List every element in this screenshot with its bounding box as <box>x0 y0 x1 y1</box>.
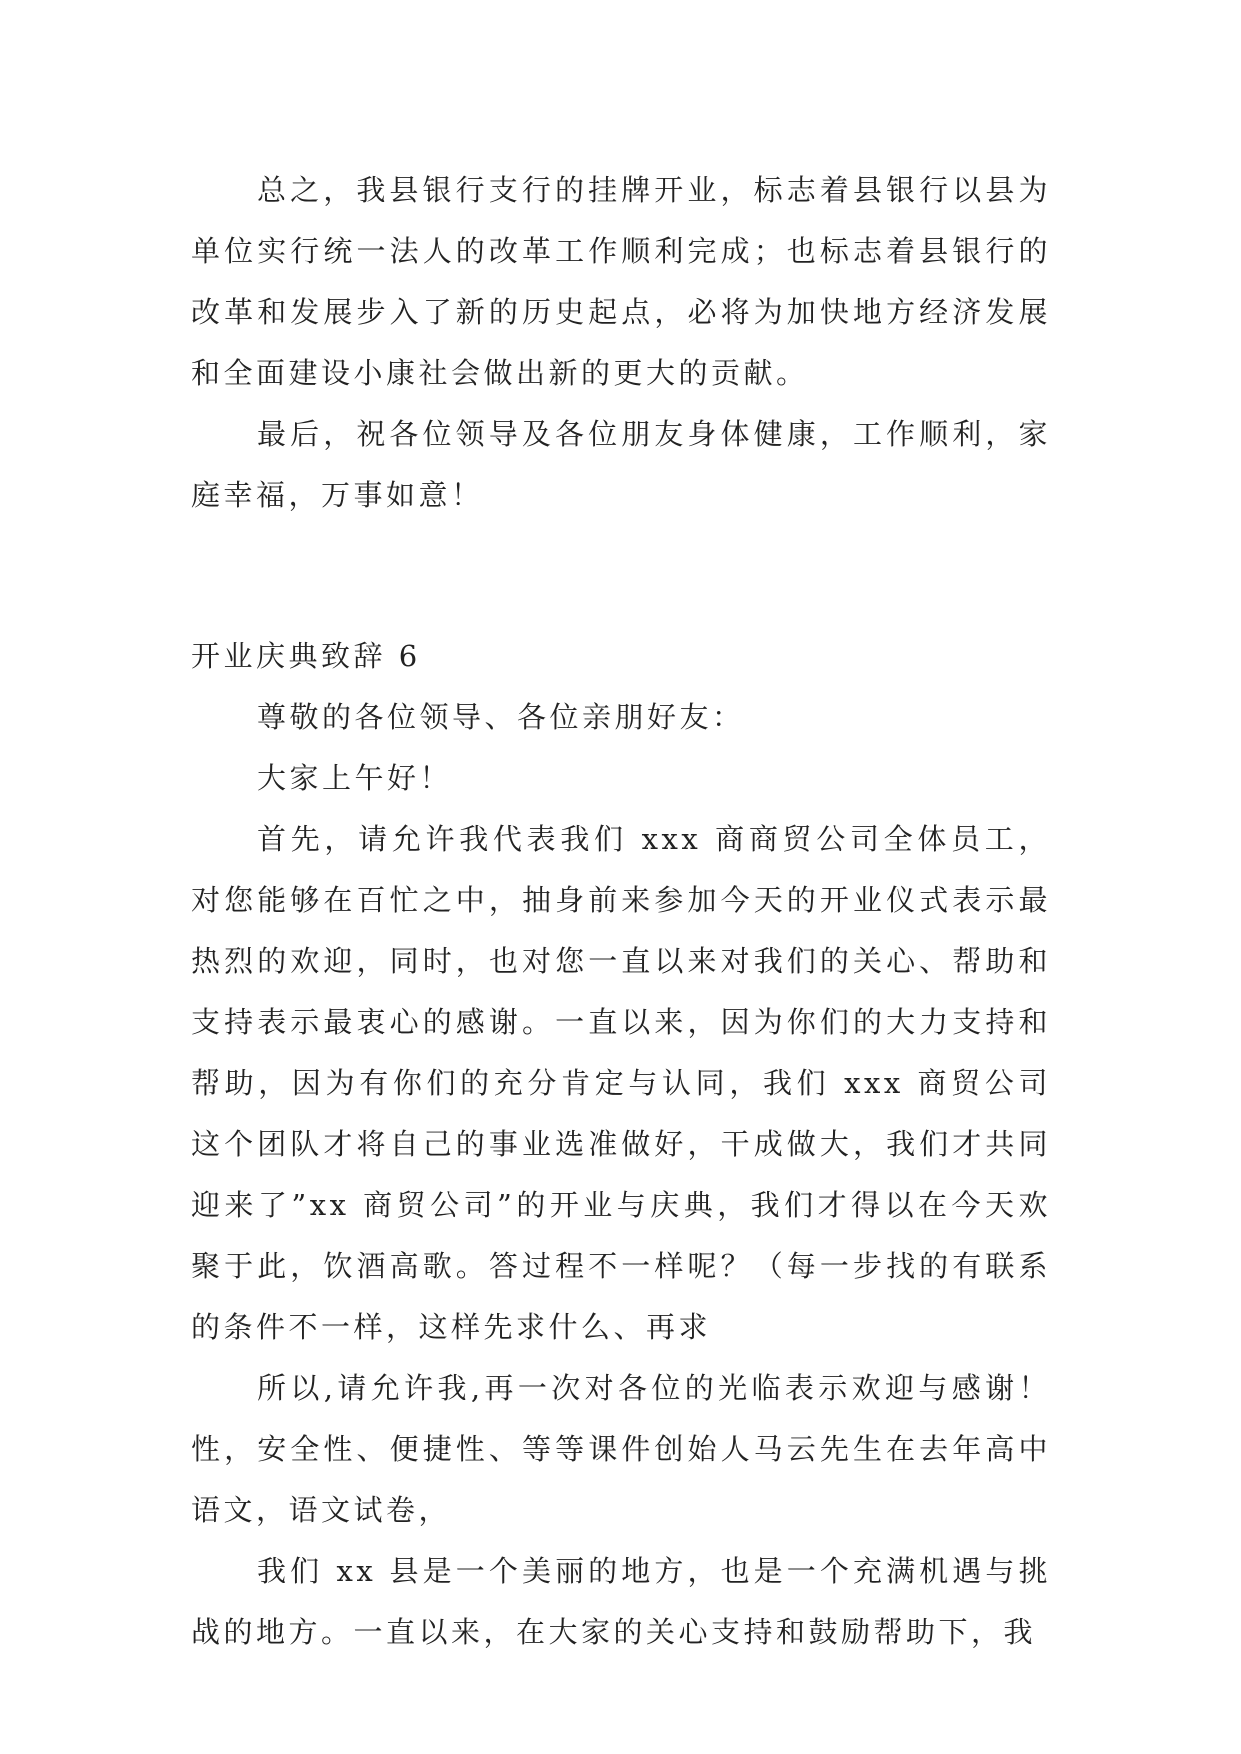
paragraph: 所以,请允许我,再一次对各位的光临表示欢迎与感谢！性，安全性、便捷性、等等课件创始人马云先生在去年高中语文，语文试卷， <box>191 1371 1051 1527</box>
greeting: 大家上午好！ <box>257 761 453 795</box>
paragraph: 首先，请允许我代表我们 xxx 商商贸公司全体员工，对您能够在百忙之中，抽身前来参加今天的开业仪式表示最热烈的欢迎，同时，也对您一直以来对我们的关心、帮助和支持表示最衷心的感谢。一直以来，因为你们的大力支持和帮助，因为有你们的充分肯定与认同，我们 xxx 商贸公司这个团队才将自己的事业选准做好，干成做大，我们才共同迎来了”xx 商贸公司”的开业与庆典，我们才得以在今天欢聚于此，饮酒高歌。答过程不一样呢？（每一步找的有联系的条件不一样，这样先求什么、再求 <box>191 822 1051 1344</box>
paragraph: 最后，祝各位领导及各位朋友身体健康，工作顺利，家庭幸福，万事如意！ <box>191 417 1051 512</box>
section-title: 开业庆典致辞 6 <box>191 639 421 673</box>
paragraph: 我们 xx 县是一个美丽的地方，也是一个充满机遇与挑战的地方。一直以来，在大家的关心支持和鼓励帮助下，我 <box>191 1554 1051 1649</box>
salutation: 尊敬的各位领导、各位亲朋好友： <box>257 700 745 734</box>
document-body <box>191 160 1051 1663</box>
paragraph: 总之，我县银行支行的挂牌开业，标志着县银行以县为单位实行统一法人的改革工作顺利完成；也标志着县银行的改革和发展步入了新的历史起点，必将为加快地方经济发展和全面建设小康社会做出新的更大的贡献。 <box>191 173 1051 390</box>
